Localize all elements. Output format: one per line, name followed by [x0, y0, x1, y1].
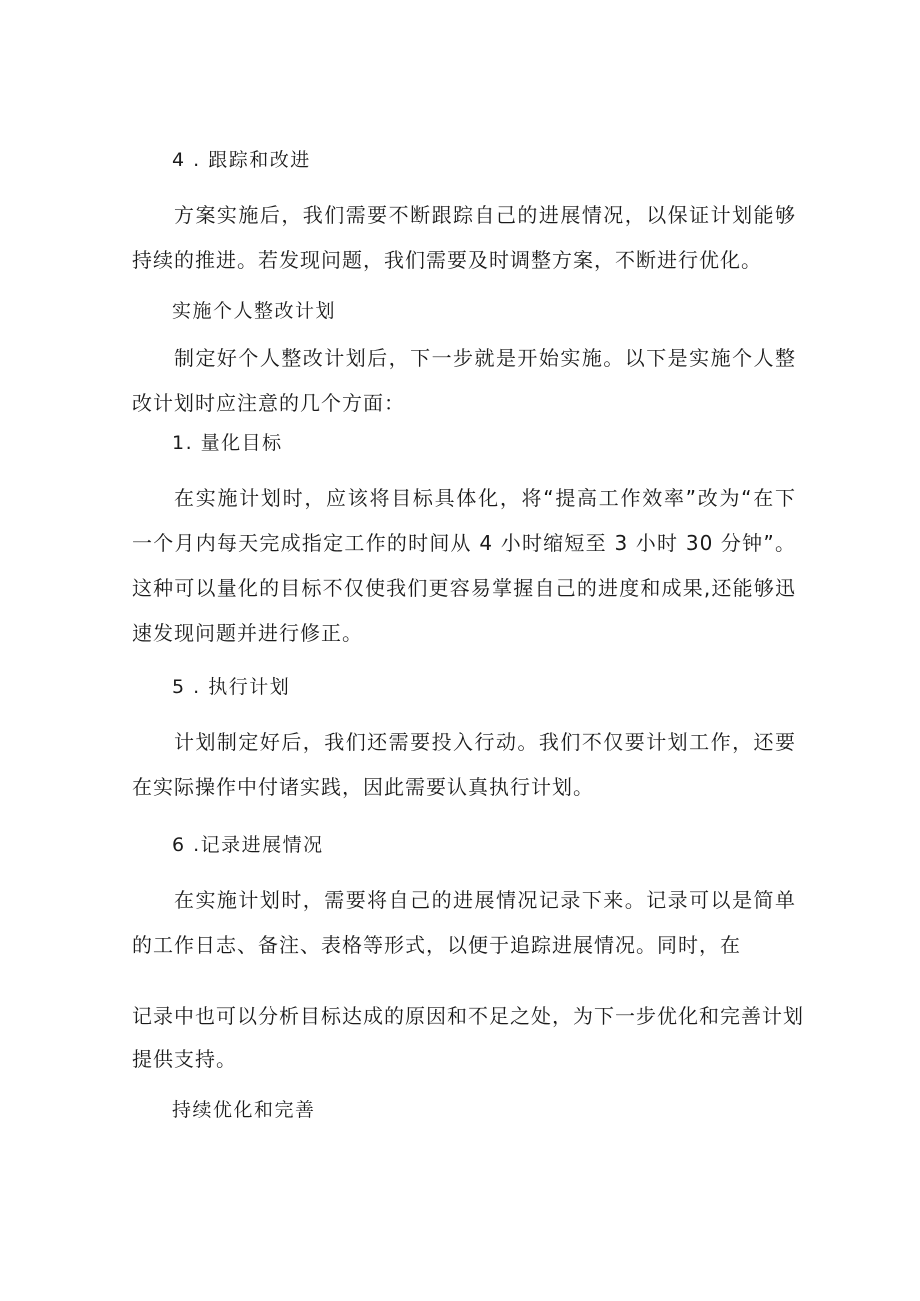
paragraph-record-progress-continued-line-1: 记录中也可以分析目标达成的原因和不足之处，为下一步优化和完善计划	[132, 1004, 804, 1028]
paragraph-execute-plan: 计划制定好后，我们还需要投入行动。我们不仅要计划工作，还要在实际操作中付诸实践，因此需要认真执行计划。	[132, 730, 796, 799]
paragraph-track-and-improve: 方案实施后，我们需要不断跟踪自己的进展情况，以保证计划能够持续的推进。若发现问题，我们需要及时调整方案，不断进行优化。	[132, 203, 796, 272]
heading-record-progress: 6 .记录进展情况	[172, 834, 324, 856]
heading-quantify-goals: 1. 量化目标	[172, 432, 283, 454]
heading-execute-plan: 5 . 执行计划	[172, 676, 291, 698]
paragraph-record-progress-continued-line-2: 提供支持。	[132, 1047, 237, 1071]
paragraph-record-progress: 在实施计划时，需要将自己的进展情况记录下来。记录可以是简单的工作日志、备注、表格等形式，以便于追踪进展情况。同时，在	[132, 888, 796, 957]
heading-track-and-improve: 4 . 跟踪和改进	[172, 149, 311, 171]
paragraph-implement-plan: 制定好个人整改计划后，下一步就是开始实施。以下是实施个人整改计划时应注意的几个方面：	[132, 346, 796, 415]
heading-implement-plan: 实施个人整改计划	[172, 300, 337, 322]
heading-continuous-optimization: 持续优化和完善	[172, 1099, 316, 1121]
paragraph-quantify-goals: 在实施计划时，应该将目标具体化，将“提高工作效率”改为“在下一个月内每天完成指定工作的时间从 4 小时缩短至 3 小时 30 分钟”。这种可以量化的目标不仅使我们更容易掌握自己的进度和成果,还能够迅速发现问题并进行修正。	[132, 486, 796, 645]
